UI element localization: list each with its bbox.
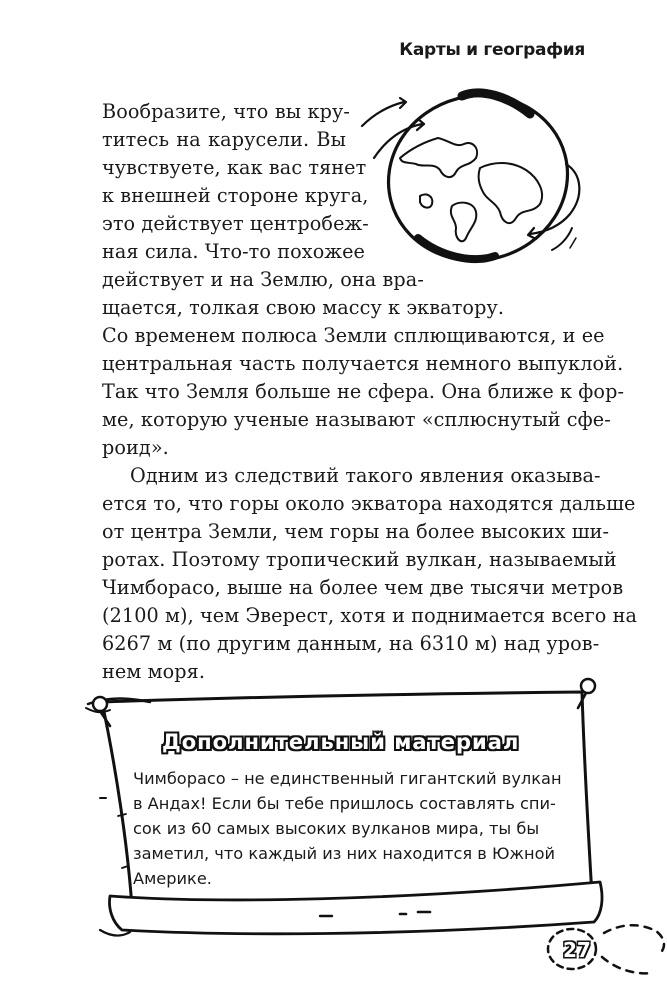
sidebar-line: Америке. (133, 869, 212, 888)
sidebar-line: Чимборасо – не единственный гигантский вулкан (133, 769, 562, 788)
sidebar-line: сок из 60 самых высоких вулканов мира, ты бы (133, 819, 540, 838)
sidebar-line: заметил, что каждый из них находится в Южной (133, 844, 556, 863)
page-number: 27 (563, 938, 591, 962)
body-line: щается, толкая свою массу к экватору. (102, 296, 505, 319)
section-title: Карты и география (399, 40, 585, 60)
body-line: Вообразите, что вы кру- (102, 100, 350, 123)
body-line: титесь на карусели. Вы (102, 128, 346, 151)
page-number-badge-icon (530, 905, 667, 995)
body-line: Так что Земля больше не сфера. Она ближе к фор- (102, 380, 625, 403)
body-line: нем моря. (102, 660, 206, 683)
body-line: Одним из следствий такого явления оказыва- (130, 464, 601, 487)
sidebar-line: в Андах! Если бы тебе пришлось составлять спи- (133, 794, 556, 813)
body-line: ме, которую ученые называют «сплюснутый сфе- (102, 408, 611, 431)
body-line: ется то, что горы около экватора находятся дальше (102, 492, 636, 515)
body-line: действует и на Землю, она вра- (102, 268, 424, 291)
body-line: ная сила. Что-то похожее (102, 240, 366, 263)
body-line: ротах. Поэтому тропический вулкан, называемый (102, 548, 617, 571)
body-line: центральная часть получается немного выпуклой. (102, 352, 624, 375)
spinning-globe-icon (360, 78, 585, 283)
body-line: (2100 м), чем Эверест, хотя и поднимается всего на (102, 604, 638, 627)
sidebar-title: Дополнительный материал (162, 730, 520, 754)
body-line: это действует центробеж- (102, 212, 369, 235)
body-line: от центра Земли, чем горы на более высоких ши- (102, 520, 610, 543)
body-line: роид». (102, 436, 169, 459)
body-line: чувствуете, как вас тянет (102, 156, 367, 179)
body-line: 6267 м (по другим данным, на 6310 м) над уров- (102, 632, 600, 655)
body-line: Со временем полюса Земли сплющиваются, и ее (102, 324, 605, 347)
body-line: к внешней стороне круга, (102, 184, 369, 207)
body-line: Чимборасо, выше на более чем две тысячи метров (102, 576, 624, 599)
